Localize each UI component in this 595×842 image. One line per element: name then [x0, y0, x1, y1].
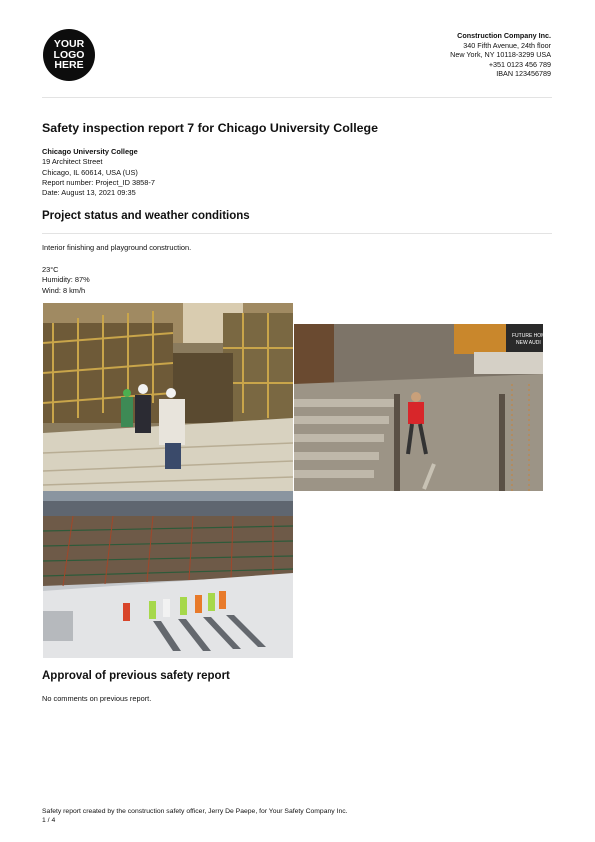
rooftop-workers-photo-icon — [43, 491, 293, 658]
company-address-line-1: 340 Fifth Avenue, 24th floor — [463, 40, 551, 50]
client-details — [42, 147, 155, 198]
construction-site-photo[interactable] — [43, 303, 293, 491]
sign-line-2: NEW AUDI — [516, 340, 541, 346]
company-iban: IBAN 123456789 — [496, 69, 551, 79]
rooftop-workers-photo[interactable] — [43, 491, 293, 658]
logo-line-3: HERE — [54, 59, 84, 72]
client-name: Chicago University College — [42, 147, 138, 156]
company-address-line-2: New York, NY 10118-3299 USA — [450, 50, 551, 60]
sign-line-1: FUTURE HOME — [512, 333, 549, 339]
project-status-heading: Project status and weather conditions — [42, 210, 250, 222]
footer-note: Safety report created by the construction safety officer, Jerry De Paepe, for Your Safety Company Inc. — [42, 808, 348, 815]
company-phone: +351 0123 456 789 — [488, 59, 551, 69]
approval-text: No comments on previous report. — [42, 694, 152, 703]
weather-conditions — [42, 265, 90, 296]
construction-site-scaffolding-photo-icon — [43, 303, 293, 491]
logo-line-2: LOGO — [53, 48, 85, 61]
header-divider — [42, 97, 552, 98]
weather-humidity: Humidity: 87% — [42, 275, 90, 285]
report-title: Safety inspection report 7 for Chicago University College — [42, 121, 378, 135]
weather-wind: Wind: 8 km/h — [42, 285, 86, 295]
company-info — [450, 31, 551, 79]
company-name: Construction Company Inc. — [457, 31, 551, 40]
project-status-description: Interior finishing and playground construction. — [42, 243, 192, 252]
page-footer — [42, 807, 348, 825]
company-logo — [43, 29, 95, 81]
weather-temperature: 23°C — [42, 265, 59, 274]
foundation-work-photo[interactable] — [294, 324, 549, 491]
approval-heading: Approval of previous safety report — [42, 670, 230, 682]
logo-line-1: YOUR — [53, 38, 85, 51]
page-number: 1 / 4 — [42, 817, 56, 825]
client-street: 19 Architect Street — [42, 157, 103, 167]
report-number: Report number: Project_ID 3858-7 — [42, 177, 155, 187]
client-city: Chicago, IL 60614, USA (US) — [42, 167, 138, 177]
section-divider — [42, 233, 552, 234]
foundation-worker-photo-icon — [294, 324, 549, 491]
report-date: Date: August 13, 2021 09:35 — [42, 188, 136, 198]
